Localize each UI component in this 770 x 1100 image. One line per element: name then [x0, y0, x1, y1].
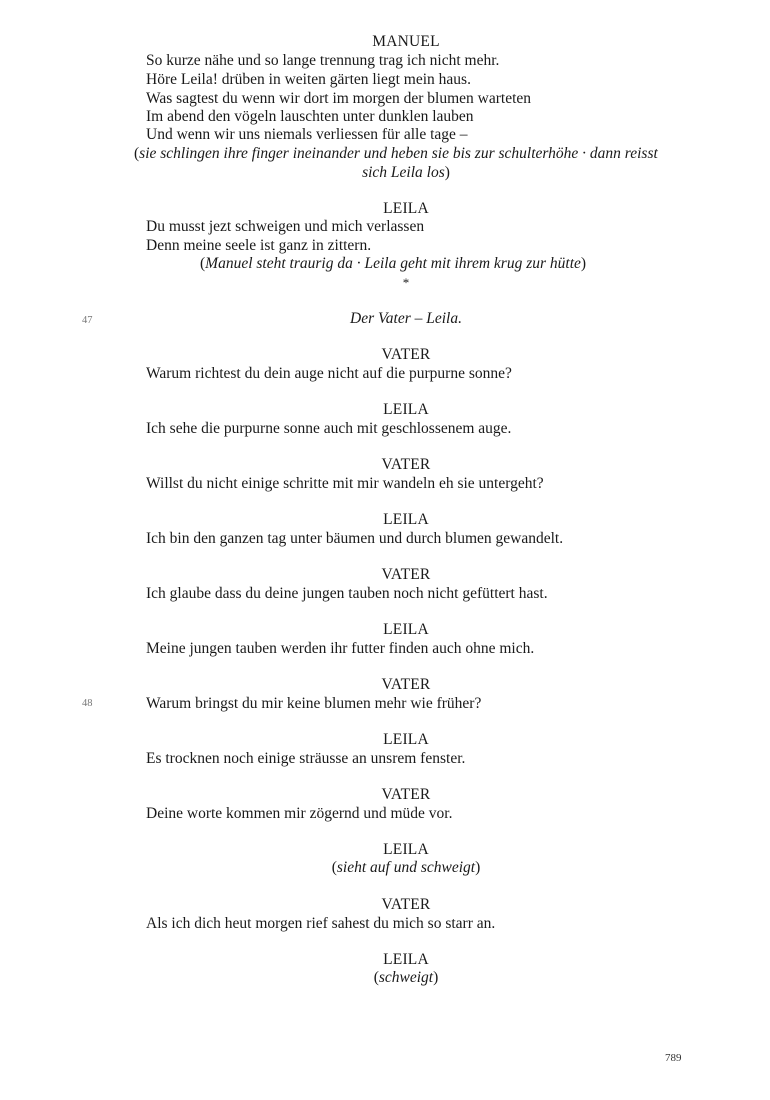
speaker-vater: VATER — [381, 566, 431, 583]
speaker-manuel: MANUEL — [372, 33, 440, 50]
speaker-vater: VATER — [381, 676, 431, 693]
page-number: 789 — [665, 1052, 682, 1064]
verse-line: Und wenn wir uns niemals verliessen für alle tage – — [146, 126, 468, 143]
verse-line: Du musst jezt schweigen und mich verlassen — [146, 218, 425, 235]
speaker-leila: LEILA — [383, 511, 429, 528]
scene-divider: * — [402, 275, 410, 290]
speaker-leila: LEILA — [383, 401, 429, 418]
dialogue-line: Willst du nicht einige schritte mit mir wandeln eh sie untergeht? — [146, 475, 544, 492]
speaker-leila: LEILA — [383, 731, 429, 748]
dialogue-line: Ich bin den ganzen tag unter bäumen und durch blumen gewandelt. — [146, 530, 564, 547]
stage-direction-text: sich Leila los — [362, 164, 445, 181]
dialogue-line: Meine jungen tauben werden ihr futter finden auch ohne mich. — [146, 640, 535, 657]
speaker-leila: LEILA — [383, 621, 429, 638]
stage-direction: (sie schlingen ihre finger ineinander und heben sie bis zur schulterhöhe · dann reisst — [134, 145, 658, 162]
stage-direction: (schweigt) — [373, 969, 439, 986]
dialogue-line: Es trocknen noch einige sträusse an unsrem fenster. — [146, 750, 466, 767]
speaker-vater: VATER — [381, 896, 431, 913]
speaker-vater: VATER — [381, 786, 431, 803]
stage-direction-text: sieht auf und schweigt — [336, 859, 476, 876]
verse-line: So kurze nähe und so lange trennung trag ich nicht mehr. — [146, 52, 500, 69]
dialogue-line: Ich sehe die purpurne sonne auch mit geschlossenem auge. — [146, 420, 512, 437]
speaker-vater: VATER — [381, 456, 431, 473]
margin-line-number: 47 — [82, 315, 93, 326]
speaker-leila: LEILA — [383, 951, 429, 968]
stage-direction: (sieht auf und schweigt) — [331, 859, 481, 876]
stage-direction-text: sie schlingen ihre finger ineinander und heben sie bis zur schulterhöhe · dann reisst — [139, 145, 658, 162]
margin-line-number: 48 — [82, 698, 93, 709]
stage-direction: (Manuel steht traurig da · Leila geht mit ihrem krug zur hütte) — [200, 255, 587, 272]
dialogue-line: Warum richtest du dein auge nicht auf die purpurne sonne? — [146, 365, 512, 382]
stage-direction-text: Manuel steht traurig da · Leila geht mit ihrem krug zur hütte — [205, 255, 581, 272]
scene-heading: Der Vater – Leila. — [350, 310, 462, 327]
dialogue-line: Als ich dich heut morgen rief sahest du mich so starr an. — [146, 915, 496, 932]
speaker-vater: VATER — [381, 346, 431, 363]
stage-direction: sich Leila los) — [362, 164, 450, 181]
speaker-leila: LEILA — [383, 200, 429, 217]
dialogue-line: Warum bringst du mir keine blumen mehr wie früher? — [146, 695, 482, 712]
dialogue-line: Deine worte kommen mir zögernd und müde vor. — [146, 805, 453, 822]
verse-line: Denn meine seele ist ganz in zittern. — [146, 237, 372, 254]
verse-line: Im abend den vögeln lauschten unter dunklen lauben — [146, 108, 474, 125]
stage-direction-text: schweigt — [378, 969, 434, 986]
dialogue-line: Ich glaube dass du deine jungen tauben noch nicht gefüttert hast. — [146, 585, 548, 602]
verse-line: Höre Leila! drüben in weiten gärten liegt mein haus. — [146, 71, 471, 88]
speaker-leila: LEILA — [383, 841, 429, 858]
verse-line: Was sagtest du wenn wir dort im morgen der blumen warteten — [146, 90, 532, 107]
